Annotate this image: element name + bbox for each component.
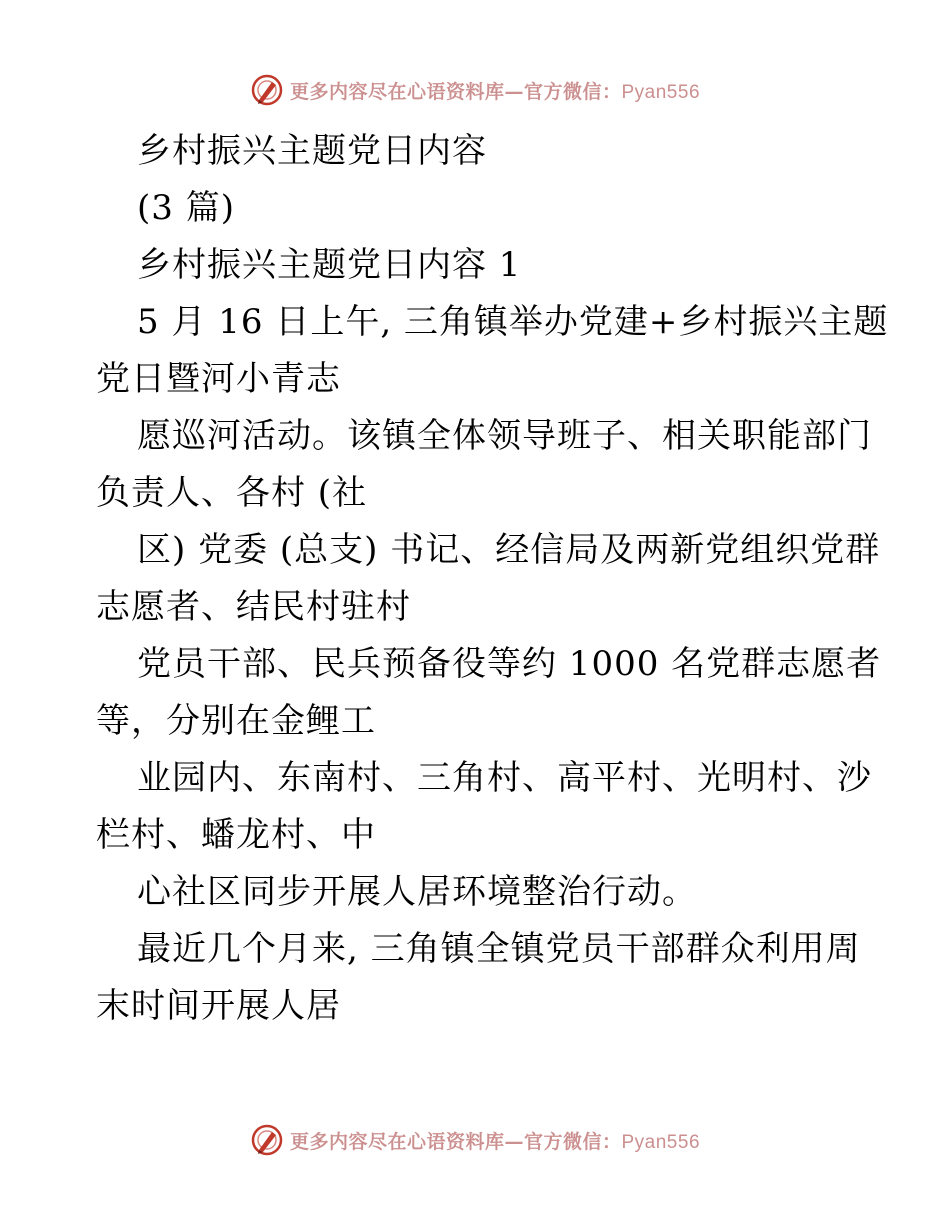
watermark-text: 更多内容尽在心语资料库—官方微信：Pyan556 bbox=[289, 80, 701, 103]
paragraph-line: 最近几个月来, 三角镇全镇党员干部群众利用周 bbox=[137, 929, 861, 969]
paragraph-line: 愿巡河活动。该镇全体领导班子、相关职能部门 bbox=[137, 416, 872, 456]
pen-logo-icon bbox=[250, 73, 284, 107]
paragraph-line: 5 月 16 日上午, 三角镇举办党建+乡村振兴主题 bbox=[137, 302, 889, 342]
header-watermark bbox=[0, 70, 950, 110]
paragraph-line: 业园内、东南村、三角村、高平村、光明村、沙 bbox=[137, 758, 872, 798]
paragraph-line: 栏村、蟠龙村、中 bbox=[96, 815, 376, 855]
document-body bbox=[96, 123, 889, 1035]
paragraph-line: 党日暨河小青志 bbox=[96, 359, 341, 399]
paragraph-line: 党员干部、民兵预备役等约 1000 名党群志愿者 bbox=[137, 644, 882, 684]
doc-subtitle: (3 篇) bbox=[137, 188, 235, 228]
watermark-text: 更多内容尽在心语资料库—官方微信：Pyan556 bbox=[289, 1130, 701, 1153]
paragraph-line: 末时间开展人居 bbox=[96, 986, 341, 1026]
doc-title: 乡村振兴主题党日内容 bbox=[137, 131, 487, 171]
paragraph-line: 志愿者、结民村驻村 bbox=[96, 587, 411, 627]
pen-logo-icon bbox=[250, 1123, 284, 1157]
footer-watermark bbox=[0, 1120, 950, 1160]
paragraph-line: 心社区同步开展人居环境整治行动。 bbox=[137, 872, 697, 912]
paragraph-line: 区) 党委 (总支) 书记、经信局及两新党组织党群 bbox=[137, 530, 881, 570]
section-heading: 乡村振兴主题党日内容 1 bbox=[137, 245, 522, 285]
paragraph-line: 等，分别在金鲤工 bbox=[96, 701, 376, 741]
paragraph-line: 负责人、各村 (社 bbox=[96, 473, 368, 513]
